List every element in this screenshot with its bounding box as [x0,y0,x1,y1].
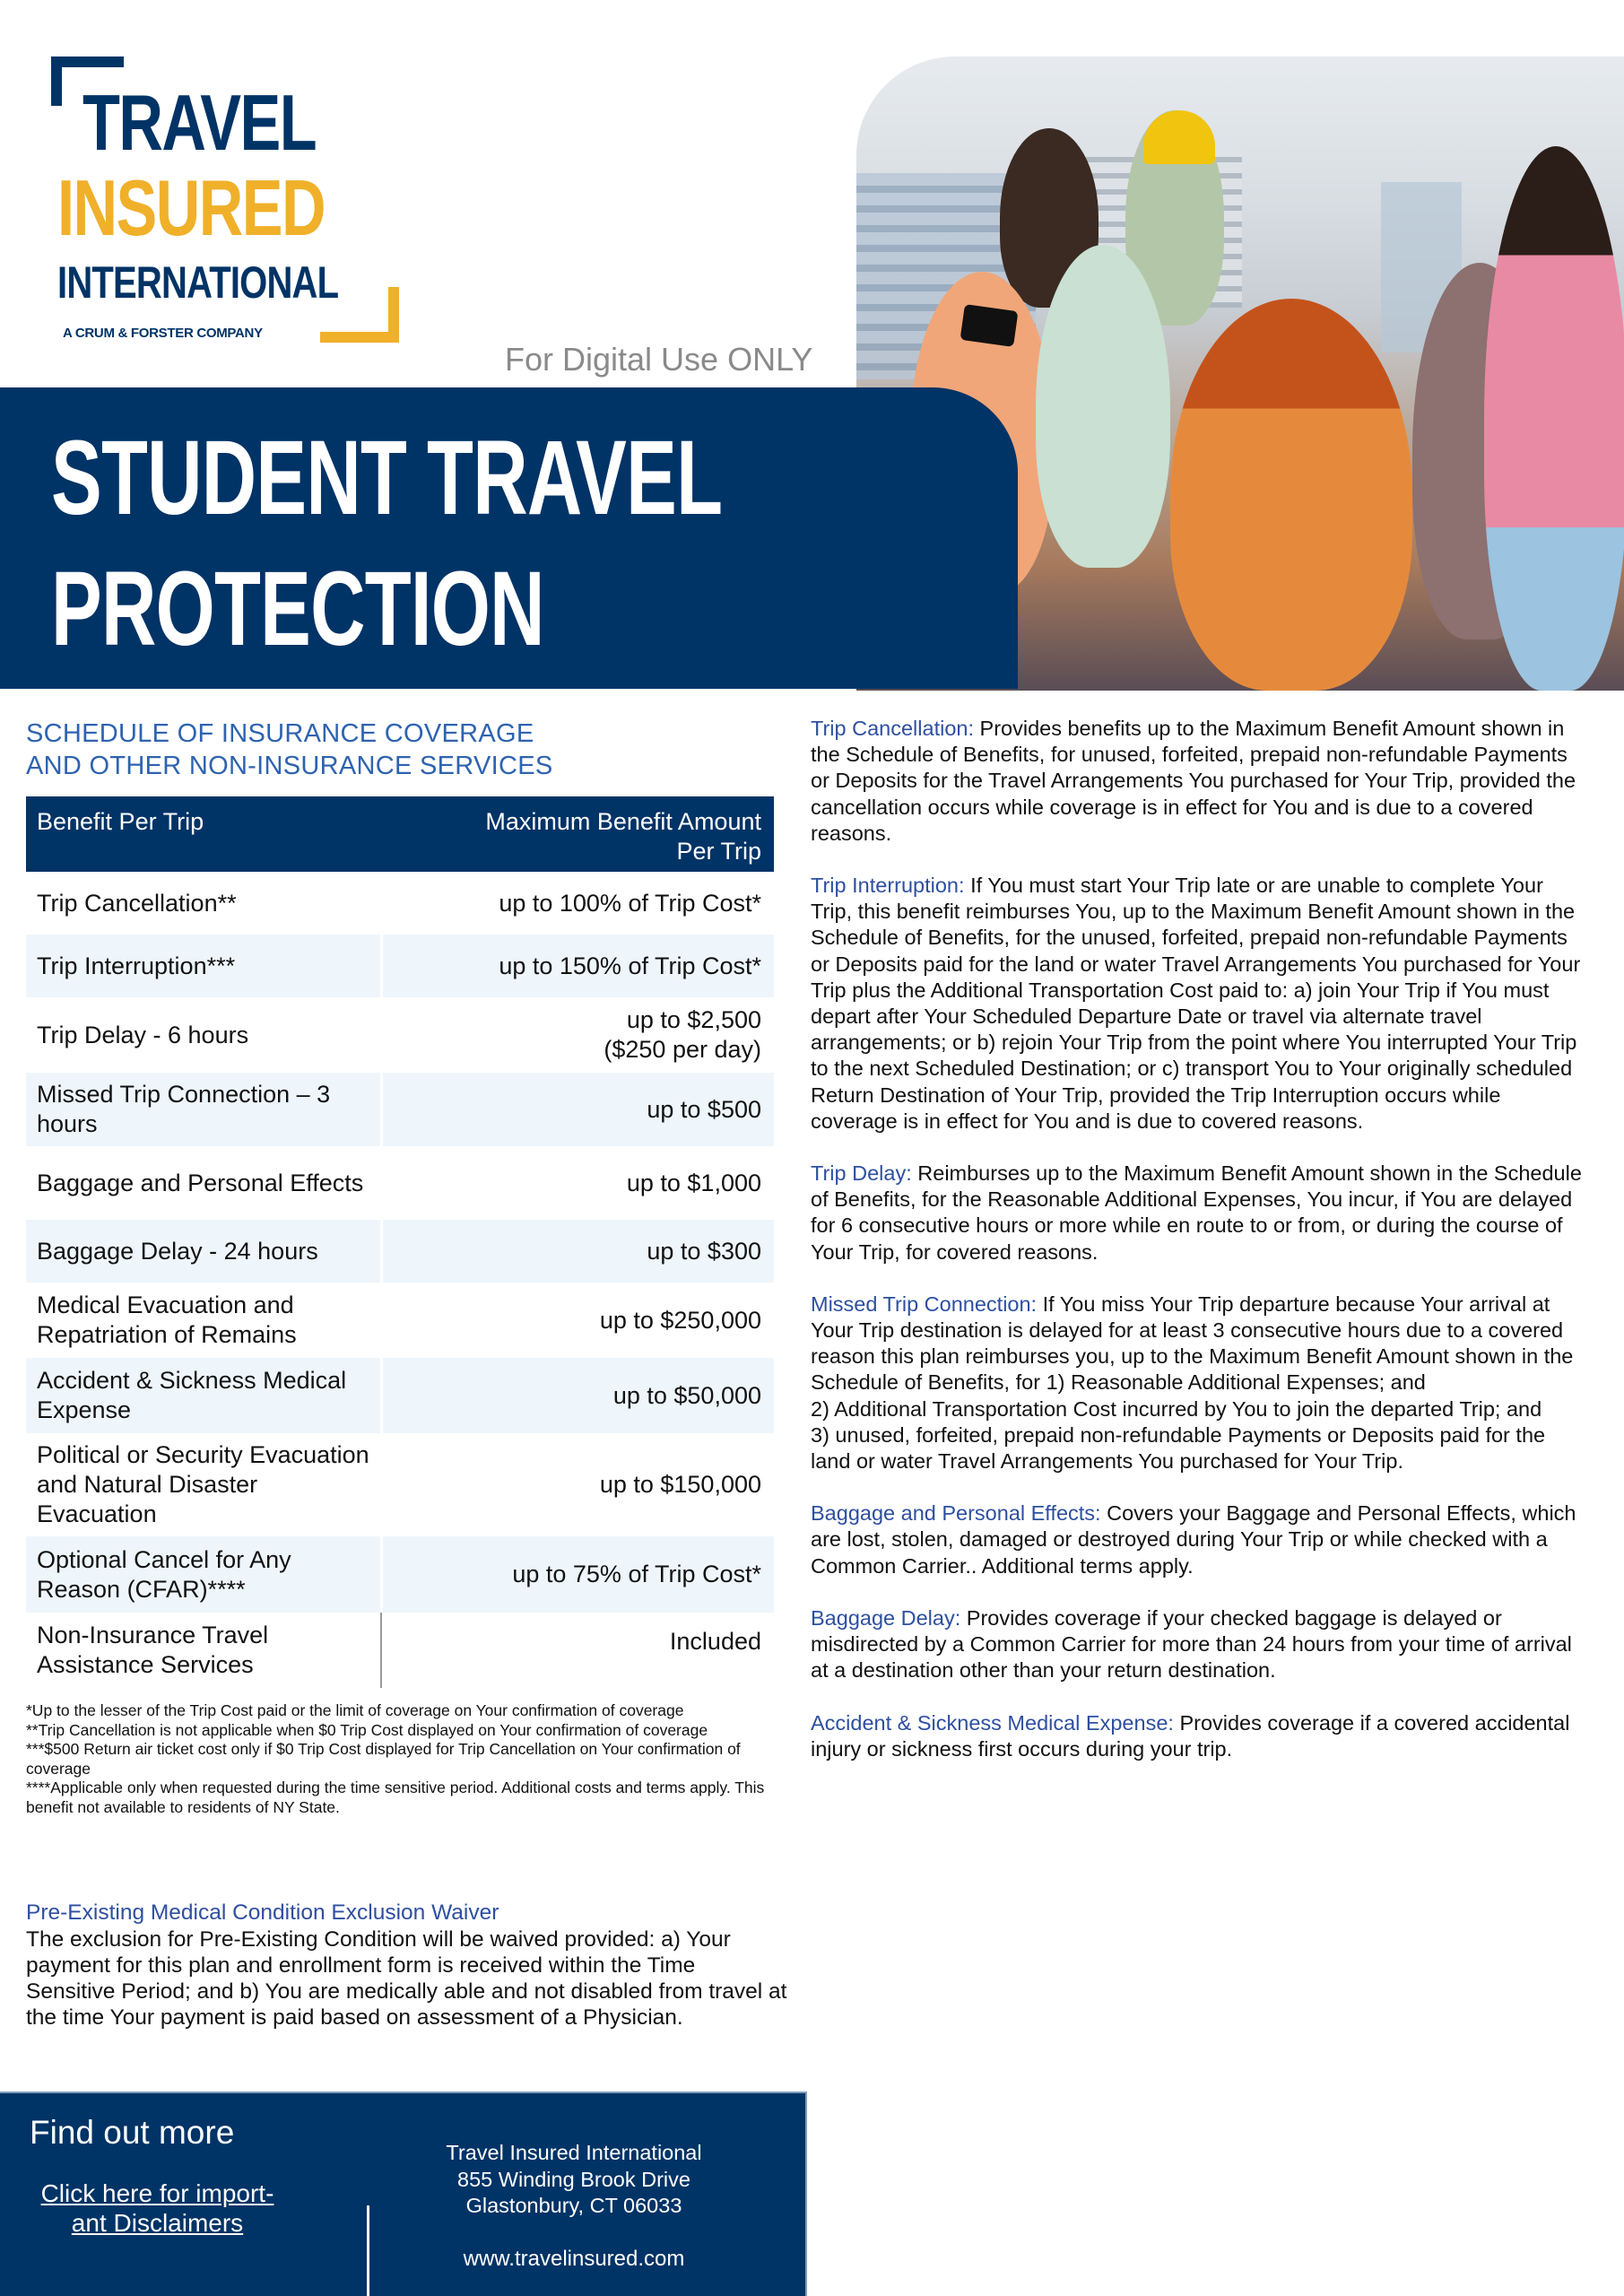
description-medical-expense [811,1710,1582,1762]
table-row [26,1146,774,1220]
benefit-name: Baggage Delay - 24 hours [37,1237,318,1265]
benefit-amount: up to $500 [380,1073,774,1146]
benefit-name: Medical Evacuation and Repatriation of Remains [37,1292,297,1348]
digital-use-note: For Digital Use ONLY [505,341,813,378]
logo-bracket-bottom-right-vertical [388,287,399,343]
address-city: Glastonbury, CT 06033 [465,2194,682,2217]
description-term: Trip Interruption: [811,874,965,898]
company-name: Travel Insured International [446,2141,702,2164]
footnotes [26,1701,779,1817]
photo-person-center [1170,299,1412,691]
benefits-table [26,796,774,1688]
footnote: **Trip Cancellation is not applicable when $0 Trip Cost displayed on Your confirmation of coverage [26,1720,708,1739]
description-text: 2) Additional Transportation Cost incurred by You to join the departed Trip; and [811,1396,1542,1421]
benefit-amount: up to $50,000 [380,1358,774,1433]
address-street: 855 Winding Brook Drive [457,2167,690,2191]
description-term: Accident & Sickness Medical Expense: [811,1710,1174,1735]
logo-bracket-top-left-vertical [51,57,62,106]
photo-person [1036,245,1170,568]
benefit-amount: up to 150% of Trip Cost* [380,935,774,997]
benefit-name: Baggage and Personal Effects [37,1169,364,1196]
description-text: Reimburses up to the Maximum Benefit Amount shown in the Schedule of Benefits, for the Reasonable Additional Expenses, You incur, if You are delayed for 6 consecutive hours or more while en route to or from, or during the course of Your Trip, for covered reasons. [811,1161,1582,1264]
benefit-name: Trip Cancellation** [37,889,237,917]
table-row [26,872,774,935]
photo-phone [960,304,1019,347]
table-row [26,1220,774,1283]
description-term: Baggage Delay: [811,1605,961,1630]
benefit-amount: up to $250,000 [380,1283,774,1358]
find-out-more-heading: Find out more [30,2114,235,2151]
description-text: Provides benefits up to the Maximum Benefit Amount shown in the Schedule of Benefits, for unused, forfeited, prepaid non-refundable Payments or Deposits for the Travel Arrangements You purchased for Your Trip, provided the cancellation occurs while coverage is in effect for You and is due to a covered reasons. [811,717,1576,845]
footer-divider [367,2205,369,2296]
benefit-name: Trip Interruption*** [37,952,236,979]
logo-word-travel: TRAVEL [83,78,317,167]
description-term: Missed Trip Connection: [811,1292,1038,1316]
description-text: If You miss Your Trip departure because Your arrival at Your Trip destination is delayed for at least 3 consecutive hours due to a covered reason this plan reimburses you, up to the Maximum Benefit Amount shown in the Schedule of Benefits, for 1) Reasonable Additional Expenses; and [811,1292,1574,1395]
description-term: Trip Cancellation: [811,717,974,740]
company-logo [51,57,374,344]
description-text: If You must start Your Trip late or are unable to complete Your Trip, this benefit reimburses You, up to the Maximum Benefit Amount shown in the Schedule of Benefits, for the unused, forfeited, prepaid non-refundable Payments or Deposits paid for the land or water Travel Arrangements You purchased for Your Trip plus the Additional Transportation Cost paid to: a) join Your Trip if You must depart after Your Scheduled Departure Date or travel via alternate travel arrangements; or b) rejoin Your Trip from the point where You interrupted Your Trip to the next Scheduled Destination; or c) transport You to Your originally scheduled Return Destination of Your Trip, provided the Trip Interruption occurs while coverage is in effect for You and is due to covered reasons. [811,874,1581,1133]
description-text: Covers your Baggage and Personal Effects, which are lost, stolen, damaged or destroyed during Your Trip or while checked with a Common Carrier.. Additional terms apply. [811,1501,1576,1578]
footer [0,2092,807,2296]
schedule-heading [26,718,779,782]
table-row [26,1613,774,1688]
benefit-descriptions [811,716,1582,1788]
table-row [26,935,774,997]
photo-yellow-beanie [1143,110,1215,164]
benefit-name: Non-Insurance Travel Assistance Services [37,1622,269,1678]
logo-word-insured: INSURED [57,163,325,252]
title-band [0,387,1018,689]
column-header-amount: Maximum Benefit Amount Per Trip [485,808,761,865]
benefit-name: Political or Security Evacuation and Natural Disaster Evacuation [37,1441,369,1527]
footnote: ****Applicable only when requested during the time sensitive period. Additional costs and terms apply. This benefit not available to residents of NY State. [26,1779,765,1816]
photo-person [1484,146,1624,691]
schedule-heading-line1: SCHEDULE OF INSURANCE COVERAGE [26,719,534,748]
benefit-amount: up to $150,000 [380,1433,774,1536]
table-row [26,1433,774,1536]
column-header-benefit: Benefit Per Trip [37,808,204,835]
schedule-heading-line2: AND OTHER NON-INSURANCE SERVICES [26,752,553,780]
preexisting-body: The exclusion for Pre-Existing Condition will be waived provided: a) Your payment for this plan and enrollment form is received within the Time Sensitive Period; and b) You are medically able and not disabled from travel at the time Your payment is paid based on assessment of a Physician. [26,1927,787,2030]
benefit-name: Missed Trip Connection – 3 hours [37,1081,331,1137]
description-text: Provides coverage if a covered accidental injury or sickness first occurs during your trip. [811,1710,1570,1761]
benefit-amount: up to $300 [380,1220,774,1283]
benefit-amount: up to $2,500 ($250 per day) [380,997,774,1073]
preexisting-heading: Pre-Existing Medical Condition Exclusion Waiver [26,1900,499,1925]
description-text: 3) unused, forfeited, prepaid non-refundable Payments or Deposits paid for the land or water Travel Arrangements You purchased for Your Trip. [811,1422,1546,1474]
website-link[interactable]: www.travelinsured.com [463,2247,685,2271]
description-trip-cancellation [811,716,1582,847]
description-term: Baggage and Personal Effects: [811,1501,1101,1526]
description-baggage-effects [811,1500,1582,1579]
table-row [26,997,774,1073]
page-title-line1: STUDENT TRAVEL [51,419,723,537]
benefit-name: Optional Cancel for Any Reason (CFAR)**** [37,1545,291,1603]
table-row [26,1283,774,1358]
benefit-amount: up to 100% of Trip Cost* [380,872,774,935]
logo-bracket-top-left [51,57,124,67]
benefit-amount: up to 75% of Trip Cost* [380,1536,774,1613]
company-address [386,2140,762,2220]
benefit-name: Trip Delay - 6 hours [37,1021,249,1048]
benefit-name: Accident & Sickness Medical Expense [37,1367,347,1423]
description-trip-interruption [811,873,1582,1135]
benefit-amount: up to $1,000 [380,1146,774,1220]
table-row [26,1073,774,1146]
benefit-amount: Included [380,1613,774,1688]
page-title-line2: PROTECTION [51,550,544,668]
description-baggage-delay [811,1605,1582,1684]
logo-word-international: INTERNATIONAL [57,257,339,308]
description-text: Provides coverage if your checked baggage is delayed or misdirected by a Common Carrier for more than 24 hours from your time of arrival at a destination other than your return destination. [811,1605,1572,1683]
description-trip-delay [811,1161,1582,1265]
preexisting-waiver [26,1900,788,2031]
disclaimers-link[interactable]: Click here for import- ant Disclaimers [40,2179,274,2237]
table-row [26,1536,774,1613]
logo-bracket-bottom-right [320,332,399,343]
footnote: *Up to the lesser of the Trip Cost paid or the limit of coverage on Your confirmation of coverage [26,1701,684,1719]
table-header [26,796,774,872]
description-term: Trip Delay: [811,1161,912,1186]
description-missed-connection [811,1292,1582,1474]
table-row [26,1358,774,1433]
footnote: ***$500 Return air ticket cost only if $0 Trip Cost displayed for Trip Cancellation on Your confirmation of coverage [26,1740,741,1778]
logo-tagline: A CRUM & FORSTER COMPANY [63,326,263,341]
